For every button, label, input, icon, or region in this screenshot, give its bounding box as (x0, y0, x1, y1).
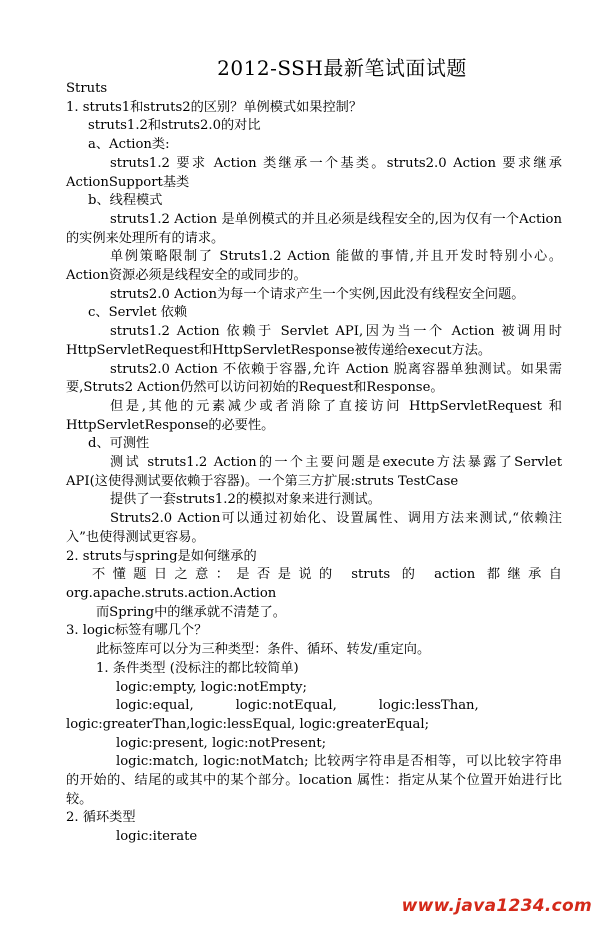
item-heading-d: d、可测性 (88, 436, 150, 452)
paragraph: struts2.0 Action为每一个请求产生一个实例,因此没有线程安全问题。 (110, 286, 525, 302)
paragraph: 单例策略限制了 Struts1.2 Action 能做的事情,并且开发时特别小心。Action资源必须是线程安全的或同步的。 (66, 249, 562, 284)
paragraph: 不懂题日之意：是否是说的 struts 的 action 都继承自 (92, 567, 562, 583)
item-heading-b: b、线程模式 (88, 193, 163, 209)
question-3: 3. logic标签有哪几个？ (66, 623, 208, 639)
section-heading: Struts (66, 81, 108, 96)
paragraph: 而Spring中的继承就不清楚了。 (96, 604, 286, 620)
paragraph: logic:match, logic:notMatch; 比较两字符串是否相等，可以比较字符串的开始的、结尾的或其中的某个部分。location 属性：指定从某个位置开始进行比较。 (66, 754, 562, 807)
question-2: 2. struts与spring是如何继承的 (66, 548, 257, 564)
item-heading-c: c、Servlet 依赖 (88, 305, 188, 321)
paragraph: 测试 struts1.2 Action的一个主要问题是execute方法暴露了Servlet API(这使得测试要依赖于容器)。一个第三方扩展:struts TestCase (66, 455, 562, 489)
paragraph: struts1.2 Action 是单例模式的并且必须是线程安全的,因为仅有一个Action的实例来处理所有的请求。 (66, 211, 562, 246)
document-title: 2012-SSH最新笔试面试题 (217, 56, 467, 80)
paragraph: struts1.2 要求 Action 类继承一个基类。struts2.0 Action 要求继承ActionSupport基类 (66, 155, 562, 190)
item-heading-a: a、Action类: (88, 137, 170, 153)
code-line: logic:empty, logic:notEmpty; (116, 679, 307, 695)
code-line: logic:equal, logic:notEqual, logic:lessThan, (116, 698, 479, 714)
paragraph: 提供了一套struts1.2的模拟对象来进行测试。 (110, 492, 381, 508)
paragraph: Struts2.0 Action可以通过初始化、设置属性、调用方法来测试,“依赖注入”也使得测试更容易。 (66, 511, 562, 545)
watermark: www.java1234.com (401, 896, 592, 916)
document-body (66, 80, 562, 847)
question-1: 1. struts1和struts2的区别？单例模式如果控制？ (66, 99, 363, 115)
subheading-condition-type: 1. 条件类型 (没标注的都比较简单) (96, 660, 299, 676)
subheading-loop-type: 2. 循环类型 (66, 810, 136, 826)
paragraph: org.apache.struts.action.Action (66, 585, 277, 601)
paragraph: struts1.2 Action 依赖于 Servlet API,因为当一个 Action 被调用时HttpServletRequest和HttpServletResponse被传递给execut方法。 (66, 324, 562, 358)
code-line: logic:greaterThan,logic:lessEqual, logic:greaterEqual; (66, 716, 430, 732)
code-line: logic:present, logic:notPresent; (116, 735, 327, 751)
paragraph: struts2.0 Action 不依赖于容器,允许 Action 脱离容器单独测试。如果需要,Struts2 Action仍然可以访问初始的Request和Response。 (66, 361, 562, 396)
paragraph: 但是,其他的元素减少或者消除了直接访问 HttpServletRequest 和HttpServletResponse的必要性。 (66, 398, 562, 433)
code-line: logic:iterate (116, 829, 198, 845)
paragraph: 此标签库可以分为三种类型：条件、循环、转发/重定向。 (96, 642, 431, 658)
answer-subtitle: struts1.2和struts2.0的对比 (88, 118, 261, 134)
